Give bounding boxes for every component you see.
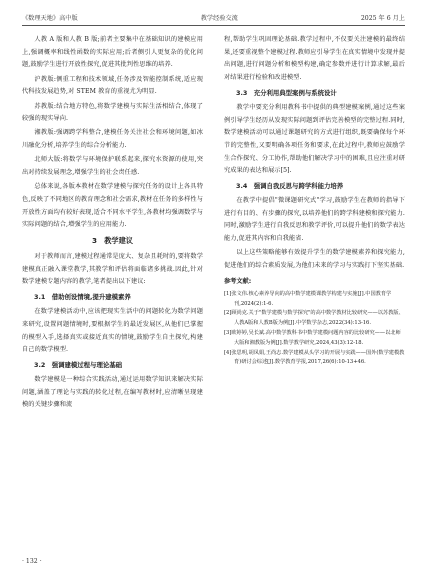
paragraph: 人教 A 版和人教 B 版;前者主要集中在基础知识的建模应用上,强调概率和线性函数的实际应用;后者侧引人更复杂的优化问题,鼓励学生进行开放性探究,促进其批判性思维的培养. — [22, 36, 203, 69]
paragraph: 程,帮助学生巩固理论基础.教学过程中,不仅要关注建模的最终结果,还要重视整个建模过程.教师应引导学生在真实情境中发现并提出问题,进行问题分析和模型构建,确定参数并进行计算求解,最后对结果进行检验和改进模型. — [224, 36, 405, 82]
paragraph: 苏教版:结合地方特色,将数学建模与实际生活相结合,体现了较强的现实导向. — [22, 102, 203, 123]
journal-name: 《数理天地》高中版 — [22, 14, 78, 22]
left-intro-paragraphs — [22, 34, 203, 232]
references-list — [224, 290, 405, 368]
left-column — [22, 34, 203, 414]
section-name: 教学经验交流 — [200, 14, 238, 22]
paragraph: 数学建模是一种综合实践活动,通过运用数学知识来解决实际问题,涵盖了理论与实践的转化过程,在编写教材时,应清晰呈现建模的关键步骤和流 — [22, 375, 203, 409]
subsection-heading: 3.2 强调建模过程与理论基础 — [34, 360, 123, 369]
paragraph: 对于教师而言,建模过程通常是庞大、复杂且耗时的,要将数学建模真正融入课堂教学,其教学和评估将面临诸多挑战.因此,针对数学建模专题内容的教学,笔者提出以下建议: — [22, 253, 203, 286]
paragraph: 教学中要充分利用教科书中提供的典型建模案例,通过这些案例引导学生经历从发现实际问题到评估完善模型的完整过程.同时,数学建模活动可以通过课题研究的方式进行组织,既要确保每个环节的完整性,又要明确各项任务和要求,在此过程中,教师应鼓励学生合作探究、分工协作,帮助他们解决学习中的困难,且应注重对研究成果的表达和展示[5]. — [224, 103, 405, 175]
reference-item: [4]张思明,胡凤娟,王尚志.数学建模从头学习的开展与实践——国外(数学建模教育)研讨会综述[J].数学教育学报,2017,26(6):10-13+46. — [224, 349, 405, 366]
paragraph: 在数学建模活动中,应该把现实生活中的问题转化为数学问题来研究,设置问题情境时,要根据学生的最近发展区,从他们已掌握的模型入手,选择真实或接近真实的情境,鼓励学生自主探究,构建自己的数学模型. — [22, 308, 203, 354]
header-rule — [22, 25, 405, 26]
page-number: · 132 · — [22, 558, 42, 565]
reference-item: [1]张文伟.核心素养导向的高中数学建模课教学构建与实施[J].中国教育学刊,2024(2):1-6. — [224, 290, 392, 307]
references-title: 参考文献: — [224, 277, 252, 285]
reference-item: [2]顾尚克.关于"数学建模与数学探究"的高中数学教材比较研究——以苏教版、人教A版和人教B版为例[J].中学数学杂志,2022(34):13-16. — [224, 310, 404, 327]
paragraph: 湘教版:强调跨学科整合,建模任务关注社会和环境问题,如冰川融化分析,培养学生的综合分析能力. — [22, 129, 203, 150]
section-heading: 3 教学建议 — [92, 236, 133, 246]
reference-item: [3]欧婷婷,吴长斌.高中数学教科书中数学建模问题内容的比较研究——以北师大版和湘教版为例[J].数学教学研究,2024,43(3):12-18. — [224, 329, 401, 346]
page-header — [22, 10, 405, 24]
subsection-heading: 3.1 借助创设情境,提升建模素养 — [34, 293, 131, 302]
subsection-heading: 3.4 强调自我反思与跨学科能力培养 — [236, 182, 344, 191]
subsection-heading: 3.3 充分利用典型案例与系统设计 — [236, 88, 337, 97]
issue-date: 2025 年 6 月上 — [360, 14, 405, 22]
paragraph: 以上这些策略能够有效提升学生的数学建模素养和探究能力,促进他们的综合素质发展,为他们未来的学习与实践打下坚实基础. — [224, 249, 405, 270]
right-column — [224, 34, 405, 368]
paragraph: 在教学中提倡"微课题研究式"学习,鼓励学生在教师的指导下进行有目的、有步骤的探究,以培养他们的跨学科建模和探究能力.同时,激励学生进行自我反思和教学评价,可以提升他们的数学表达能力,促进其内容和自我能省. — [224, 197, 405, 243]
paragraph: 沪教版:侧重工程和技术领域,任务涉及智能控制系统,适应现代科技发展趋势,对 STEM 教育的重视尤为明显. — [22, 75, 203, 96]
paragraph: 北师大版:将数学与环境保护联系起来,探究水资源的使用,突出对持续发展理念,增强学生的社会责任感. — [22, 156, 203, 177]
paragraph: 总体来说,各版本教材在数学建模与探究任务的设计上各具特色,反映了不同地区的教育理念和社会需求,教材在任务的多样性与开放性方面均有较好表现,适合不同水平学生,各教材均强调数学与实际问题的结合,增强学生的应用能力. — [22, 183, 203, 229]
